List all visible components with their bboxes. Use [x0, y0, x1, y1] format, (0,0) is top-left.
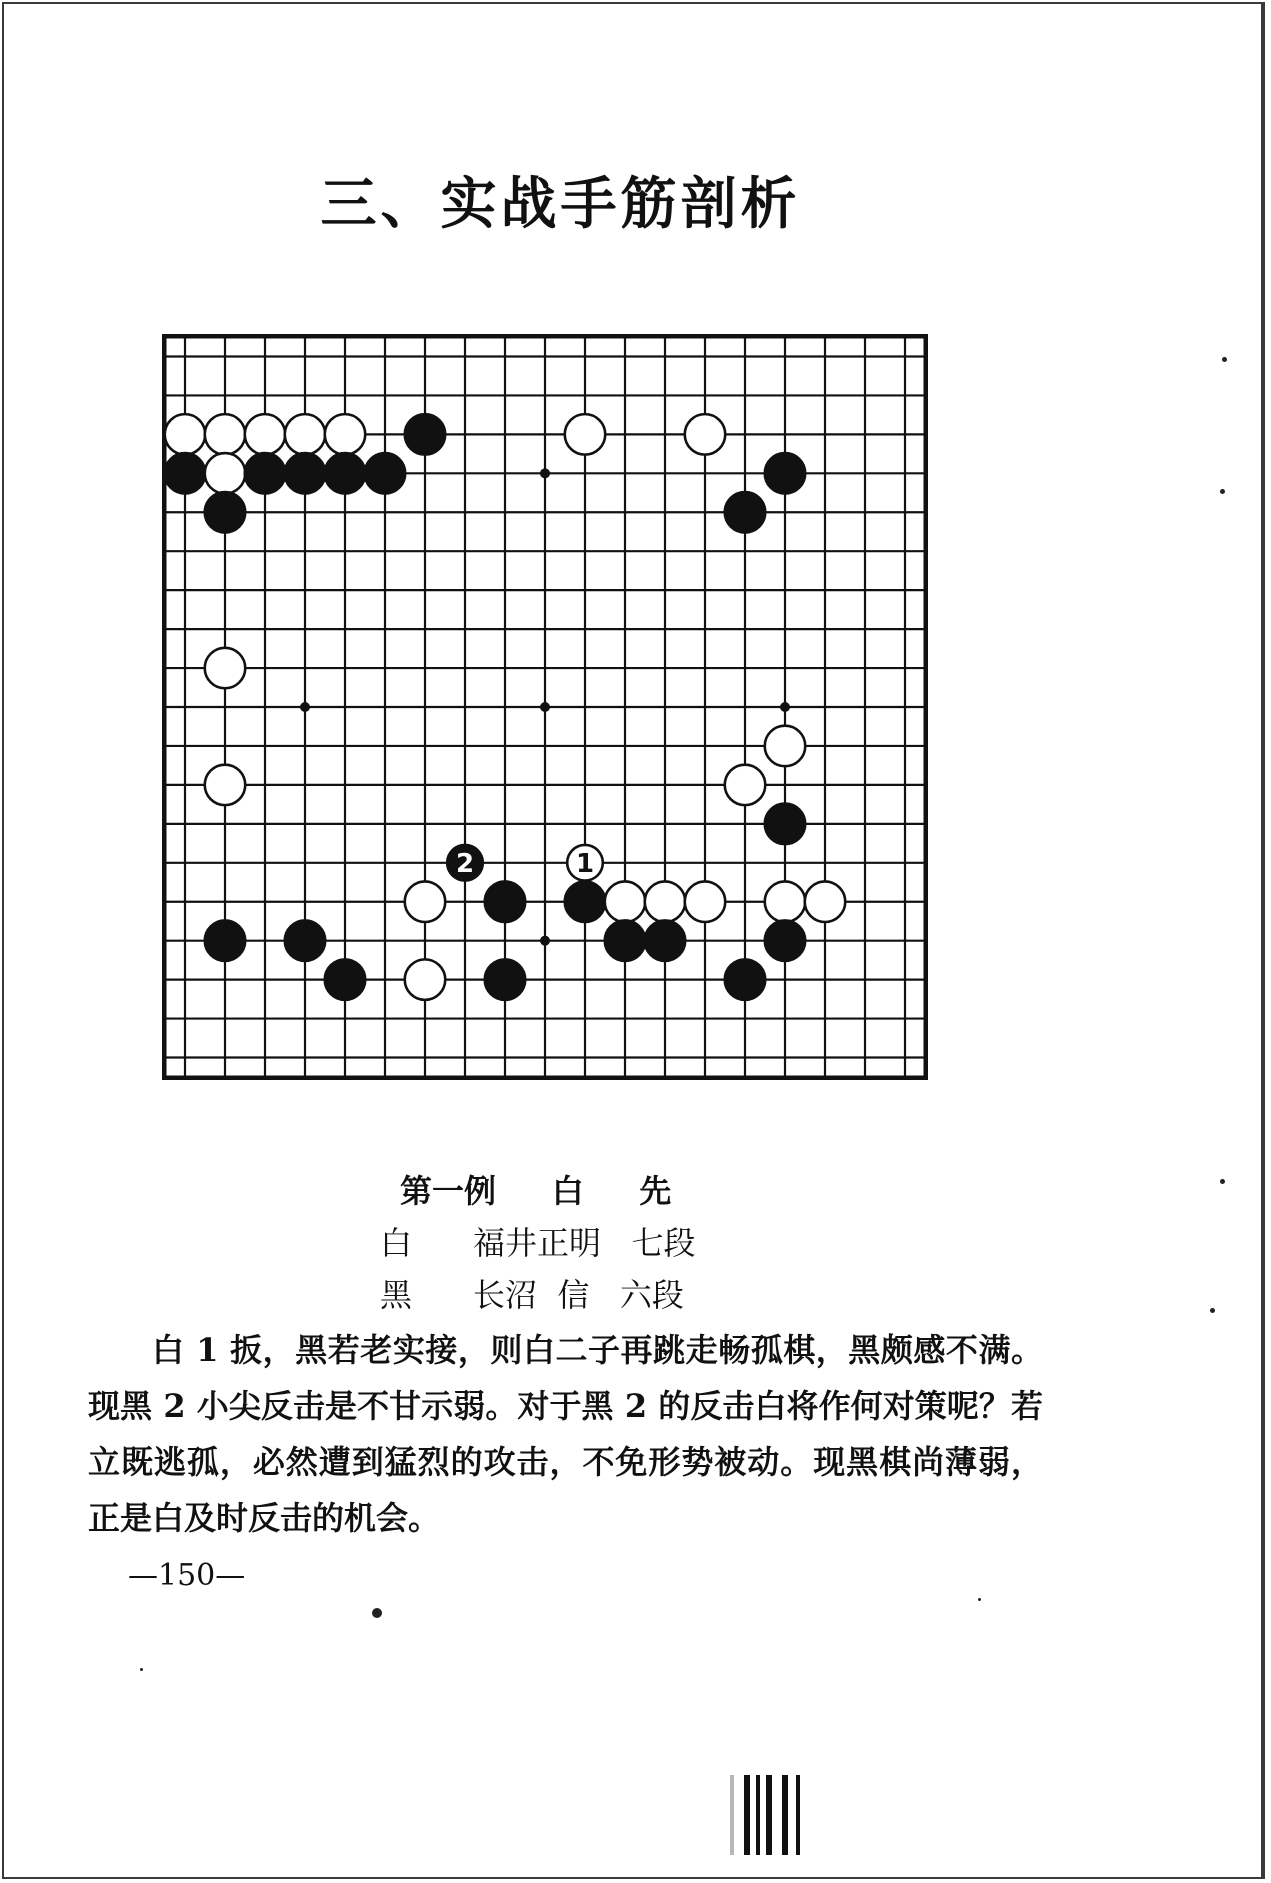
black-stone: [325, 959, 366, 1000]
caption-black-player: 黑 长沼 信 六段: [380, 1276, 684, 1314]
black-stone: [725, 492, 766, 533]
white-stone: [645, 881, 686, 922]
caption-example: 第一例 白 先: [400, 1172, 672, 1210]
commentary-paragraph: [88, 1322, 1043, 1546]
black-stone: [485, 881, 526, 922]
black-stone: [605, 920, 646, 961]
white-stone: [325, 414, 366, 455]
page-title: 三、实战手筋剖析: [320, 171, 801, 237]
black-stone: [765, 453, 806, 494]
commentary-text: 白 1 扳，黑若老实接，则白二子再跳走畅孤棋，黑颇感不满。现黑 2 小尖反击是不甘示弱。对于黑 2 的反击白将作何对策呢？若立既逃孤，必然遭到猛烈的攻击，不免形势被动。现黑棋尚薄弱，正是白及时反击的机会。: [88, 1331, 1043, 1537]
white-stone: [765, 726, 806, 767]
black-stone: [485, 959, 526, 1000]
move-number-label: 2: [455, 848, 475, 879]
white-stone: [205, 648, 246, 689]
white-stone: [805, 881, 846, 922]
white-stone: [685, 881, 726, 922]
white-stone: [205, 414, 246, 455]
white-stone: [405, 881, 446, 922]
go-board-diagram: [162, 334, 928, 1080]
white-stone: [725, 765, 766, 806]
black-stone: [565, 881, 606, 922]
black-stone: [645, 920, 686, 961]
white-stone: [605, 881, 646, 922]
white-stone: [685, 414, 726, 455]
white-stone: [165, 414, 206, 455]
white-stone: [565, 414, 606, 455]
white-stone: [205, 765, 246, 806]
black-stone: [285, 920, 326, 961]
black-stone: [725, 959, 766, 1000]
star-point: [780, 702, 790, 712]
black-stone: [765, 804, 806, 845]
white-stone: [205, 453, 246, 494]
caption-white-player: 白 福井正明 七段: [380, 1224, 696, 1262]
scan-barcode-mark: [730, 1775, 820, 1855]
black-stone: [325, 453, 366, 494]
white-stone: [405, 959, 446, 1000]
white-stone: [285, 414, 326, 455]
star-point: [540, 702, 550, 712]
white-stone: [245, 414, 286, 455]
black-stone: [285, 453, 326, 494]
black-stone: [765, 920, 806, 961]
black-stone: [405, 414, 446, 455]
move-number-label: 1: [575, 848, 595, 879]
page-number: —150—: [128, 1558, 246, 1593]
star-point: [540, 468, 550, 478]
black-stone: [365, 453, 406, 494]
white-stone: [765, 881, 806, 922]
black-stone: [245, 453, 286, 494]
star-point: [540, 936, 550, 946]
black-stone: [205, 492, 246, 533]
black-stone: [165, 453, 206, 494]
star-point: [300, 702, 310, 712]
black-stone: [205, 920, 246, 961]
